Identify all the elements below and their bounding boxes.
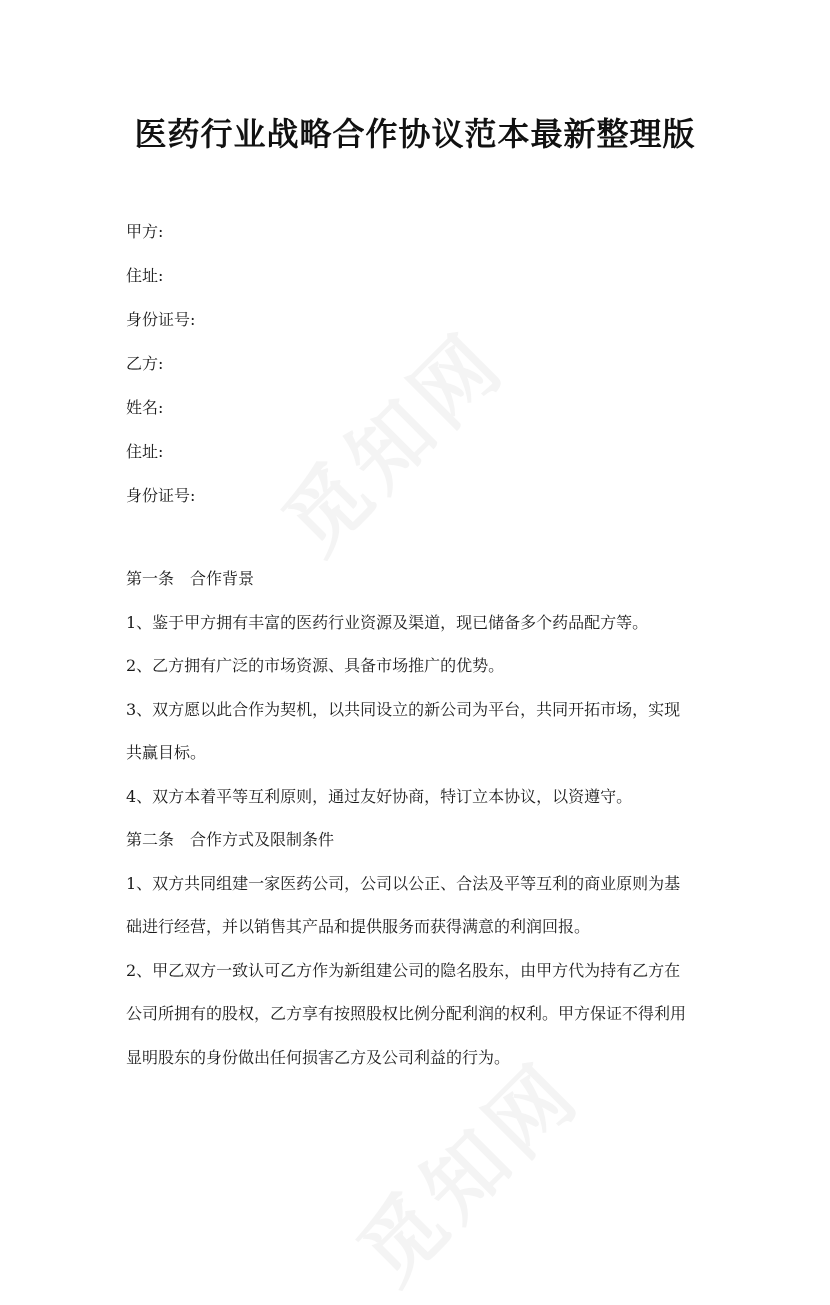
- paragraph-line: 础进行经营，并以销售其产品和提供服务而获得满意的利润回报。: [126, 917, 591, 936]
- party-b-address-label: 住址:: [126, 442, 164, 461]
- party-a-label: 甲方:: [126, 222, 164, 241]
- party-b-label: 乙方:: [126, 354, 164, 373]
- paragraph-line: 3、双方愿以此合作为契机，以共同设立的新公司为平台，共同开拓市场，实现: [126, 699, 681, 719]
- paragraph-line: 共赢目标。: [126, 743, 207, 762]
- party-info-block: [126, 219, 726, 527]
- party-a-address-label: 住址:: [126, 266, 164, 285]
- party-a-id-label: 身份证号:: [126, 310, 196, 329]
- paragraph-line: 1、鉴于甲方拥有丰富的医药行业资源及渠道，现已储备多个药品配方等。: [126, 612, 649, 632]
- paragraph-line: 2、乙方拥有广泛的市场资源、具备市场推广的优势。: [126, 656, 505, 675]
- party-b-name-label: 姓名:: [126, 398, 164, 417]
- paragraph-line: 1、双方共同组建一家医药公司，公司以公正、合法及平等互利的商业原则为基: [126, 873, 681, 893]
- paragraph-line: 公司所拥有的股权，乙方享有按照股权比例分配利润的权利。甲方保证不得利用: [126, 1004, 687, 1023]
- section-heading: 第二条 合作方式及限制条件: [126, 830, 335, 849]
- paragraph-line: 显明股东的身份做出任何损害乙方及公司利益的行为。: [126, 1047, 511, 1067]
- paragraph-line: 2、甲乙双方一致认可乙方作为新组建公司的隐名股东，由甲方代为持有乙方在: [126, 960, 681, 980]
- document-title: 医药行业战略合作协议范本最新整理版: [134, 115, 696, 153]
- paragraph-line: 4、双方本着平等互利原则，通过友好协商，特订立本协议，以资遵守。: [126, 786, 633, 806]
- party-b-id-label: 身份证号:: [126, 486, 196, 505]
- agreement-body: [126, 566, 726, 1088]
- section-heading: 第一条 合作背景: [126, 569, 255, 588]
